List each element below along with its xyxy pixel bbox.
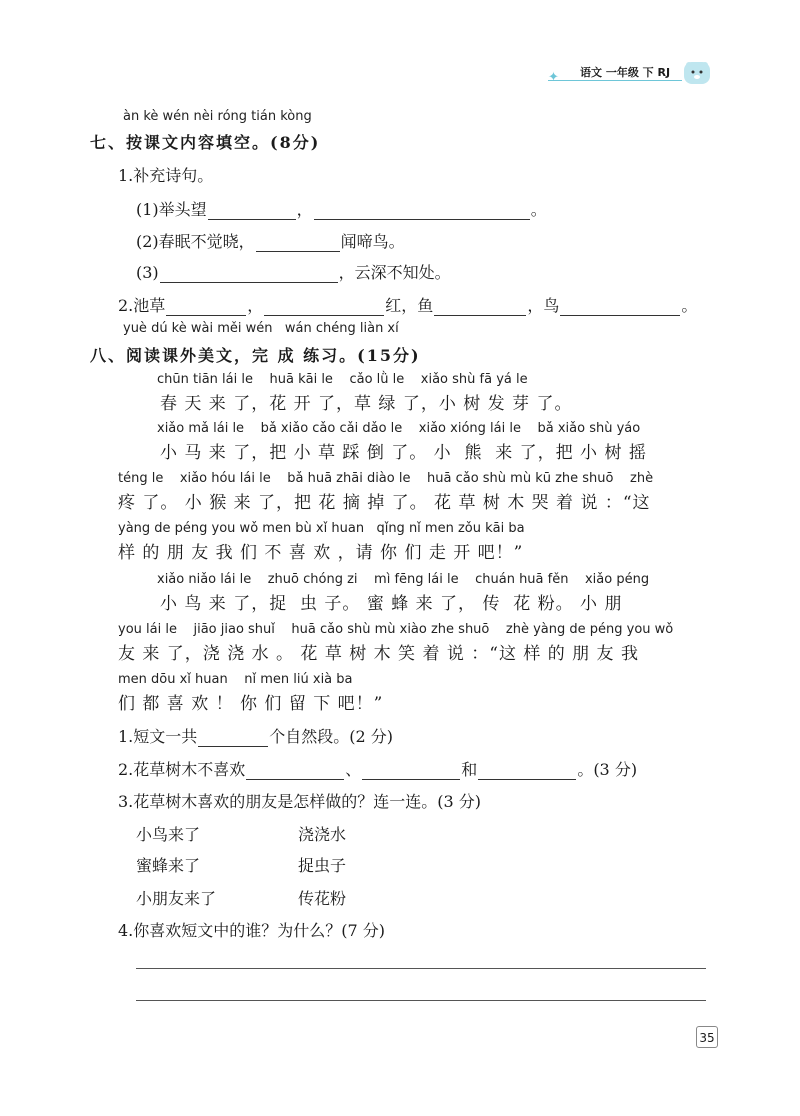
section7-title: 七、按课文内容填空。(8分) bbox=[90, 133, 321, 152]
blank-3[interactable] bbox=[256, 235, 340, 252]
blank-5[interactable] bbox=[166, 299, 246, 316]
passage-line-7: 们 都 喜 欢 ！ 你 们 留 下 吧！” bbox=[118, 694, 384, 714]
match-right-1[interactable]: 浇浇水 bbox=[298, 825, 347, 844]
header-subject: 语文 一年级 下 RJ bbox=[580, 66, 671, 79]
match-left-2[interactable]: 蜜蜂来了 bbox=[136, 856, 201, 875]
blank-2[interactable] bbox=[314, 203, 530, 220]
passage-line-1: 春 天 来 了，花 开 了，草 绿 了，小 树 发 芽 了。 bbox=[160, 394, 573, 414]
poem-line1-sep: ， bbox=[296, 200, 313, 219]
section8-q2 bbox=[118, 757, 637, 780]
blank-4[interactable] bbox=[160, 266, 338, 283]
q2-start: 2.池草 bbox=[118, 296, 166, 315]
blank-8[interactable] bbox=[560, 299, 680, 316]
passage-pinyin-6: you lái le jiāo jiao shuǐ huā cǎo shù mù xiào zhe shuō zhè yàng de péng you wǒ bbox=[118, 622, 674, 637]
blank-1[interactable] bbox=[208, 203, 296, 220]
s8q1-end: 个自然段。(2 分) bbox=[269, 727, 394, 746]
answer-line-1[interactable] bbox=[136, 968, 706, 969]
section7-q1-line1 bbox=[136, 197, 547, 220]
header-star-icon: ✦ bbox=[548, 70, 559, 85]
section7-q1-line2 bbox=[136, 229, 405, 252]
section8-q3: 3.花草树木喜欢的朋友是怎样做的？连一连。(3 分) bbox=[118, 792, 482, 811]
page-number: 35 bbox=[699, 1031, 715, 1045]
s8q2-and: 和 bbox=[461, 760, 478, 779]
blank-7[interactable] bbox=[434, 299, 526, 316]
header-line bbox=[548, 80, 682, 81]
passage-pinyin-3: téng le xiǎo hóu lái le bǎ huā zhāi diào le huā cǎo shù mù kū zhe shuō zhè bbox=[118, 471, 654, 486]
section7-q1-line3 bbox=[136, 260, 451, 283]
passage-pinyin-2: xiǎo mǎ lái le bǎ xiǎo cǎo cǎi dǎo le xiǎo xióng lái le bǎ xiǎo shù yáo bbox=[157, 421, 641, 436]
passage-line-6: 友 来 了，浇 浇 水 。 花 草 树 木 笑 着 说 ：“这 样 的 朋 友 我 bbox=[118, 644, 639, 664]
passage-pinyin-4: yàng de péng you wǒ men bù xǐ huan qǐng nǐ men zǒu kāi ba bbox=[118, 521, 525, 536]
section8-q1 bbox=[118, 724, 393, 747]
s8q2-sep: 、 bbox=[345, 760, 362, 779]
s8q1-start: 1.短文一共 bbox=[118, 727, 198, 746]
passage-pinyin-7: men dōu xǐ huan nǐ men liú xià ba bbox=[118, 672, 353, 687]
passage-line-5: 小 鸟 来 了，捉 虫 子。 蜜 蜂 来 了， 传 花 粉。 小 朋 bbox=[160, 594, 623, 614]
poem-line2-end: 闻啼鸟。 bbox=[340, 232, 405, 251]
match-right-2[interactable]: 捉虫子 bbox=[298, 856, 347, 875]
blank-9[interactable] bbox=[198, 730, 268, 747]
poem-line2-start: (2)春眠不觉晓， bbox=[136, 232, 255, 251]
match-left-3[interactable]: 小朋友来了 bbox=[136, 889, 217, 908]
s8q2-end: 。(3 分) bbox=[577, 760, 638, 779]
blank-6[interactable] bbox=[264, 299, 384, 316]
passage-line-3: 疼 了。 小 猴 来 了，把 花 摘 掉 了。 花 草 树 木 哭 着 说 ：“这 bbox=[118, 493, 651, 513]
q2-mid: 红，鱼 bbox=[385, 296, 434, 315]
passage-line-2: 小 马 来 了，把 小 草 踩 倒 了。 小 熊 来 了，把 小 树 摇 bbox=[160, 443, 647, 463]
page-number-box bbox=[696, 1026, 718, 1048]
bear-mascot-icon bbox=[684, 62, 710, 84]
match-right-3[interactable]: 传花粉 bbox=[298, 889, 347, 908]
section8-q4: 4.你喜欢短文中的谁？为什么？(7 分) bbox=[118, 921, 386, 940]
poem-line1-start: (1)举头望 bbox=[136, 200, 207, 219]
passage-pinyin-5: xiǎo niǎo lái le zhuō chóng zi mì fēng lái le chuán huā fěn xiǎo péng bbox=[157, 572, 650, 587]
poem-line3-end: ，云深不知处。 bbox=[338, 263, 451, 282]
section7-q1-label: 1.补充诗句。 bbox=[118, 166, 214, 185]
q2-sep: ， bbox=[247, 296, 264, 315]
blank-10[interactable] bbox=[246, 763, 344, 780]
section8-title: 八、阅读课外美文，完 成 练习。(15分) bbox=[90, 346, 421, 365]
s8q2-start: 2.花草树木不喜欢 bbox=[118, 760, 246, 779]
section7-q2 bbox=[118, 293, 697, 316]
poem-line3-start: (3) bbox=[136, 263, 159, 282]
poem-line1-end: 。 bbox=[530, 200, 547, 219]
blank-11[interactable] bbox=[362, 763, 460, 780]
match-left-1[interactable]: 小鸟来了 bbox=[136, 825, 201, 844]
q2-mid2: ，鸟 bbox=[527, 296, 560, 315]
section7-pinyin: àn kè wén nèi róng tián kòng bbox=[123, 109, 312, 124]
answer-line-2[interactable] bbox=[136, 1000, 706, 1001]
blank-12[interactable] bbox=[478, 763, 576, 780]
q2-end: 。 bbox=[681, 296, 698, 315]
section8-pinyin: yuè dú kè wài měi wén wán chéng liàn xí bbox=[123, 321, 399, 336]
passage-line-4: 样 的 朋 友 我 们 不 喜 欢 ，请 你 们 走 开 吧！” bbox=[118, 543, 524, 563]
passage-pinyin-1: chūn tiān lái le huā kāi le cǎo lǜ le xiǎo shù fā yá le bbox=[157, 372, 528, 387]
